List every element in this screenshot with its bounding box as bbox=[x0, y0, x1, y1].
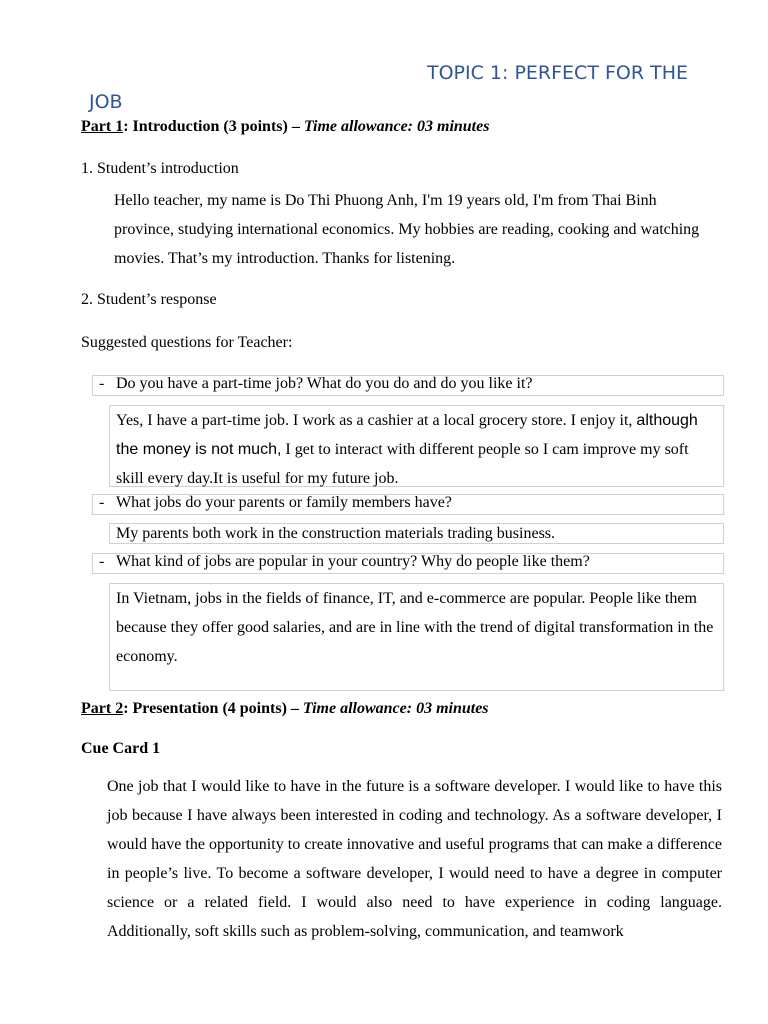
question-dash: - bbox=[99, 375, 105, 392]
cue-card-paragraph: One job that I would like to have in the future is a software developer. I would like to have this job because I have always been interested in coding and technology. As a software developer, I would have the opportunity to create innovative and useful programs that can make a difference in people’s live. To become a software developer, I would need to have a degree in computer science or a related field. I would also need to have experience in coding language. Additionally, soft skills such as problem-solving, communication, and teamwork bbox=[107, 778, 722, 940]
cue-card-heading: Cue Card 1 bbox=[81, 740, 161, 757]
part2-heading-text: : Presentation (4 points) – bbox=[123, 700, 303, 717]
question-text-1: Do you have a part-time job? What do you do and do you like it? bbox=[116, 375, 533, 392]
part2-heading bbox=[81, 700, 489, 718]
question-dash: - bbox=[99, 494, 105, 511]
answer-box-2 bbox=[109, 523, 724, 544]
section2-heading: 2. Student’s response bbox=[81, 291, 217, 308]
intro-text: Hello teacher, my name is Do Thi Phuong Anh, I'm 19 years old, I'm from Thai Binh province, studying international economics. My hobbies are reading, cooking and watching movies. That’s my introduction. Thanks for listening. bbox=[114, 192, 700, 267]
page-title-line-1: TOPIC 1: PERFECT FOR THE bbox=[427, 62, 688, 84]
part1-heading bbox=[81, 118, 489, 136]
answer-1-part-b: although the money is not much, bbox=[116, 412, 698, 458]
part2-label: Part 2 bbox=[81, 700, 124, 717]
part1-time: Time allowance: 03 minutes bbox=[303, 118, 490, 135]
question-box-3 bbox=[92, 553, 724, 574]
question-text-2: What jobs do your parents or family members have? bbox=[116, 494, 452, 511]
section1-heading: 1. Student’s introduction bbox=[81, 160, 239, 177]
answer-1-part-a: Yes, I have a part-time job. I work as a cashier at a local grocery store. I enjoy it, bbox=[116, 412, 637, 429]
part1-heading-text: : Introduction (3 points) – bbox=[123, 118, 304, 135]
question-box-1 bbox=[92, 375, 724, 396]
answer-box-1 bbox=[109, 405, 724, 487]
question-dash: - bbox=[99, 553, 105, 570]
intro-paragraph bbox=[114, 186, 718, 273]
page-title-line-2: JOB bbox=[89, 91, 123, 113]
question-box-2 bbox=[92, 494, 724, 515]
answer-box-3 bbox=[109, 583, 724, 691]
answer-text-2: My parents both work in the construction materials trading business. bbox=[116, 525, 556, 542]
part2-time: Time allowance: 03 minutes bbox=[302, 700, 489, 717]
part1-label: Part 1 bbox=[81, 118, 124, 135]
answer-text-1 bbox=[116, 406, 716, 493]
question-text-3: What kind of jobs are popular in your country? Why do people like them? bbox=[116, 553, 590, 570]
suggested-questions-label: Suggested questions for Teacher: bbox=[81, 334, 293, 351]
answer-text-3: In Vietnam, jobs in the fields of finance, IT, and e-commerce are popular. People like them because they offer good salaries, and are in line with the trend of digital transformation in the economy. bbox=[116, 590, 714, 665]
answer-1-part-c: I get to interact with different people so I cam improve my soft skill every day.It is useful for my future job. bbox=[116, 441, 689, 487]
